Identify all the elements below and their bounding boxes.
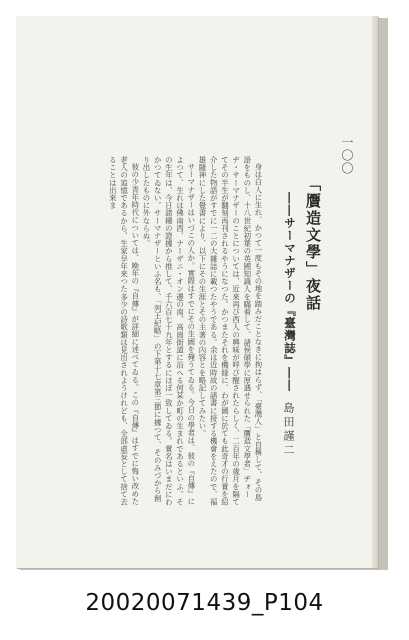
- paragraph: 彼の少青年時代については、晩年の『自傳』が詳細に述べてゐる。この『自傳』はすでに悔い改めた老人の追憶であるから、生家早年来つた多少の詩歌類は見出されようけれども、全部虛妄として捨て去ることは出來ま: [108, 156, 140, 506]
- page-edge: [372, 16, 378, 568]
- author-name: 島田謹二: [282, 402, 295, 458]
- image-caption: 20020071439_P104: [85, 590, 324, 616]
- paragraph: 身は白人に生れ、かつて一度もその地を踏みだことなきに拘はらず、「臺灣人」と自稱して、その島語をものし、十八世紀初葉の英國知識人を瞞着して、諸侯碩學に厚遇せられた「贋造文學者」ヂォーヂ・サーマナザーのことについては、近來再び西人の興味が呼び醒されたらしく、二百年の歳月を隔ててその半生が翻刻再刊されるやうになつた。かつまたそれを機縁に、わが國に於ても此奇才の行實を紹介した物語がすでに一二の大雜誌に載つたやうである。余は近時故の諸書に接する機會をえたので、福雄隨神にした覺書により、以下にその生涯とその主著の內容とを略記してみたい。: [197, 156, 263, 506]
- document-page: [16, 16, 378, 568]
- page-number: 一〇〇: [340, 136, 354, 175]
- paragraph: サーマナザーはいづこの人か。實際はすでにその生國を掩うてゐる。今日の學者は、彼の『自傳』によつて、生れは佛南西、ナーザニ・オン邊の南、高崗街道に沿へる何某か町の生まれであるといふ。その生年は、今日諸種の證據から推して、千六百七十九年とするにほぼ一致してゐる。實名はいまだにわかつてゐない。サーマナザーといふ名も、「列王紀略」の下第十七章第三節に據つて、そのみづから創り出したものに外ならぬ。: [141, 156, 196, 506]
- article-title: 「贋造文學」夜話: [304, 176, 322, 312]
- article-subtitle: ――サーマナザーの『臺灣誌』――: [283, 192, 297, 392]
- body-text: [64, 156, 264, 506]
